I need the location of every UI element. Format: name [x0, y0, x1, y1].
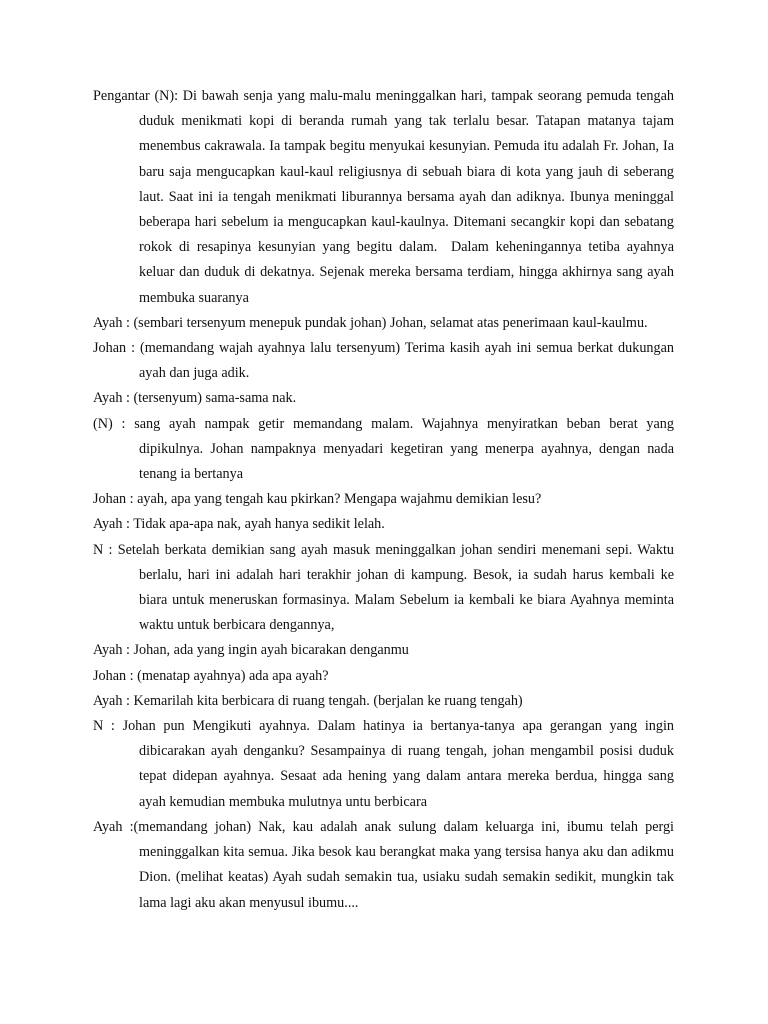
script-body — [93, 84, 678, 916]
dialogue-ayah: Ayah : Johan, ada yang ingin ayah bicarakan denganmu — [93, 642, 409, 659]
narration: N : Setelah berkata demikian sang ayah masuk meninggalkan johan sendiri menemani sepi. Waktu berlalu, hari ini adalah hari terakhir johan di kampung. Besok, ia sudah harus kembali ke biara untuk meneruskan formasinya. Malam Sebelum ia kembali ke biara Ayahnya meminta waktu untuk berbicara dengannya, — [93, 541, 678, 634]
dialogue-ayah: Ayah :(memandang johan) Nak, kau adalah anak sulung dalam keluarga ini, ibumu telah pergi meninggalkan kita semua. Jika besok kau berangkat maka yang tersisa hanya aku dan adikmu Dion. (melihat keatas) Ayah sudah semakin tua, usiaku sudah semakin sedikit, mungkin tak lama lagi aku akan menyusul ibumu.... — [93, 818, 678, 911]
narration: N : Johan pun Mengikuti ayahnya. Dalam hatinya ia bertanya-tanya apa gerangan yang ingin dibicarakan ayah denganku? Sesampainya di ruang tengah, johan mengambil posisi duduk tepat didepan ayahnya. Sesaat ada hening yang dalam antara mereka berdua, hingga sang ayah kemudian membuka mulutnya untu berbicara — [93, 718, 678, 810]
dialogue-ayah: Ayah : Kemarilah kita berbicara di ruang tengah. (berjalan ke ruang tengah) — [93, 692, 523, 709]
dialogue-ayah: Ayah : (tersenyum) sama-sama nak. — [93, 390, 297, 407]
dialogue-ayah: Ayah : Tidak apa-apa nak, ayah hanya sedikit lelah. — [93, 516, 385, 533]
dialogue-johan: Johan : ayah, apa yang tengah kau pkirkan? Mengapa wajahmu demikian lesu? — [93, 491, 542, 508]
dialogue-ayah: Ayah : (sembari tersenyum menepuk pundak johan) Johan, selamat atas penerimaan kaul-kaulmu. — [93, 314, 648, 331]
narration: (N) : sang ayah nampak getir memandang malam. Wajahnya menyiratkan beban berat yang dipikulnya. Johan nampaknya menyadari kegetiran yang menerpa ayahnya, dengan nada tenang ia bertanya — [93, 415, 678, 483]
narration-intro: Pengantar (N): Di bawah senja yang malu-malu meninggalkan hari, tampak seorang pemuda tengah duduk menikmati kopi di beranda rumah yang tak terlalu besar. Tatapan matanya tajam menembus cakrawala. Ia tampak begitu menyukai kesunyian. Pemuda itu adalah Fr. Johan, Ia baru saja mengucapkan kaul-kaul religiusnya di sebuah biara di kota yang jauh di seberang laut. Saat ini ia tengah menikmati liburannya bersama ayah dan adiknya. Ibunya meninggal beberapa hari sebelum ia mengucapkan kaul-kaulnya. Ditemani secangkir kopi dan sebatang rokok di resapinya kesunyian yang begitu dalam. Dalam keheningannya tetiba ayahnya keluar dan duduk di dekatnya. Sejenak mereka bersama terdiam, hingga akhirnya sang ayah membuka suaranya — [93, 88, 678, 306]
dialogue-johan: Johan : (memandang wajah ayahnya lalu tersenyum) Terima kasih ayah ini semua berkat dukungan ayah dan juga adik. — [93, 340, 678, 382]
dialogue-johan: Johan : (menatap ayahnya) ada apa ayah? — [93, 667, 329, 684]
